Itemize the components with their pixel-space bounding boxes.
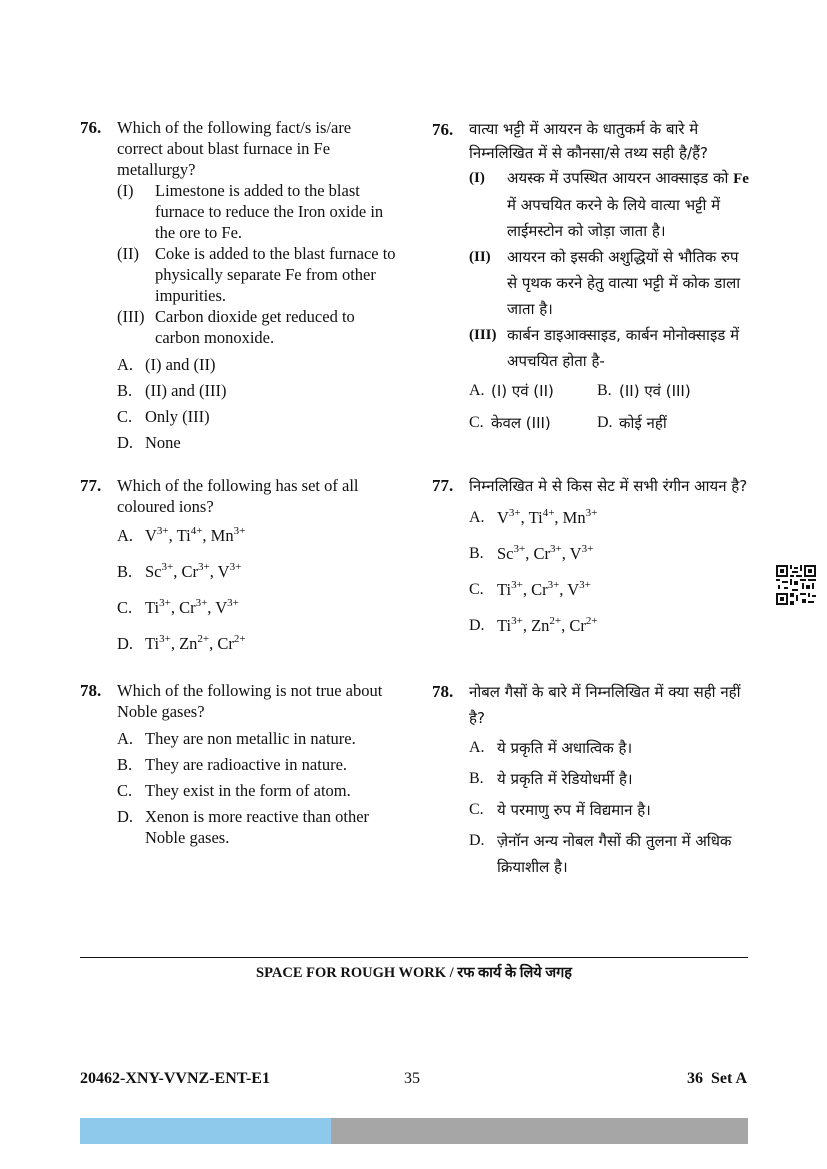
option-text: They exist in the form of atom. <box>145 781 351 800</box>
statement-label: (II) <box>117 244 139 263</box>
ion-set: $Ti^{3+}$, $Cr^{3+}$, $V^{3+}$ <box>145 597 239 617</box>
question-text: नोबल गैसों के बारे में निम्नलिखित में क्या सही नहीं है? <box>469 683 741 727</box>
ion: $Mn^{3+}$ <box>210 525 246 545</box>
option-label: D. <box>597 414 613 431</box>
option-text: Xenon is more reactive than other Noble gases. <box>145 807 370 847</box>
ion: $V^{3+}$ <box>569 543 594 563</box>
statement-ii <box>469 244 752 322</box>
ion: $Ti^{3+}$ <box>497 579 523 599</box>
option-label: C. <box>469 581 484 598</box>
ion-set: $Ti^{3+}$, $Zn^{2+}$, $Cr^{2+}$ <box>145 633 246 653</box>
question-76-hi <box>432 117 752 436</box>
question-text: निम्नलिखित मे से किस सेट में सभी रंगीन आयन है? <box>469 477 748 495</box>
page-number: 35 <box>404 1070 420 1087</box>
option-text: (II) and (III) <box>145 381 227 400</box>
ion: $Cr^{3+}$ <box>181 561 210 581</box>
option-a[interactable] <box>117 728 400 749</box>
ion: $Mn^{3+}$ <box>562 507 598 527</box>
option-label: C. <box>469 801 484 818</box>
ion: $Cr^{3+}$ <box>533 543 562 563</box>
option-a[interactable] <box>117 525 400 561</box>
ion: $Sc^{3+}$ <box>497 543 526 563</box>
statement-text: आयरन को इसकी अशुद्धियों से भौतिक रुप से पृथक करने हेतु वात्या भट्टी में कोक डाला जाता है। <box>507 248 741 318</box>
statement-text: Carbon dioxide get reduced to carbon monoxide. <box>155 307 355 347</box>
question-number: 76. <box>80 118 102 137</box>
option-label: C. <box>469 414 484 431</box>
statement-text: अयस्क में उपस्थित आयरन आक्साइड को Fe में अपचयित करने के लिये वात्या भट्टी में लाईमस्टोन को जोड़ा जाता है। <box>507 169 749 240</box>
option-c[interactable] <box>469 797 752 823</box>
option-c[interactable] <box>469 577 752 613</box>
statement-text: Limestone is added to the blast furnace to reduce the Iron oxide in the ore to Fe. <box>155 181 384 242</box>
option-label: C. <box>117 598 133 617</box>
paper-code: 20462-XNY-VVNZ-ENT-E1 <box>80 1070 270 1087</box>
option-label: A. <box>117 355 134 374</box>
statement-text: Coke is added to the blast furnace to physically separate Fe from other impurities. <box>155 244 396 305</box>
qr-code-icon <box>776 565 816 605</box>
ion-set: $Ti^{3+}$, $Cr^{3+}$, $V^{3+}$ <box>497 579 591 599</box>
ion: $Cr^{3+}$ <box>531 579 560 599</box>
ion: $Zn^{2+}$ <box>179 633 210 653</box>
statement-label: (I) <box>117 181 134 200</box>
ion: $Ti^{4+}$ <box>528 507 555 527</box>
rough-work-label: SPACE FOR ROUGH WORK / रफ कार्य के लिये जगह <box>256 965 572 981</box>
option-a[interactable] <box>117 354 400 375</box>
option-text: (I) एवं (II) <box>491 382 554 400</box>
question-text: वात्या भट्टी में आयरन के धातुकर्म के बारे मे निम्नलिखित में से कौनसा/से तथ्य सही है/हैं? <box>469 120 708 162</box>
statement-i <box>117 180 400 243</box>
option-d[interactable] <box>117 432 400 453</box>
statement-iii <box>469 322 752 374</box>
option-row-cd <box>469 410 752 436</box>
option-b[interactable] <box>469 541 752 577</box>
option-d[interactable] <box>469 828 752 880</box>
set-label: 36 Set A <box>687 1070 747 1087</box>
statement-iii <box>117 306 400 348</box>
option-b[interactable] <box>117 561 400 597</box>
option-b[interactable] <box>597 378 725 404</box>
option-d[interactable] <box>117 806 400 848</box>
question-number: 78. <box>80 681 102 700</box>
option-d[interactable] <box>117 633 400 669</box>
option-a[interactable] <box>469 735 752 761</box>
statement-label: (III) <box>469 327 497 343</box>
option-b[interactable] <box>117 380 400 401</box>
ion-set: $Sc^{3+}$, $Cr^{3+}$, $V^{3+}$ <box>497 543 594 563</box>
option-c[interactable] <box>117 597 400 633</box>
option-text: कोई नहीं <box>619 414 667 432</box>
option-label: B. <box>117 755 133 774</box>
option-text: They are non metallic in nature. <box>145 729 356 748</box>
option-d[interactable] <box>597 410 725 436</box>
option-c[interactable] <box>469 410 597 436</box>
option-label: B. <box>597 382 612 399</box>
option-label: D. <box>117 433 134 452</box>
option-text: ये प्रकृति में रेडियोधर्मी है। <box>497 770 633 788</box>
question-number: 77. <box>80 476 102 495</box>
question-78-en <box>80 680 400 848</box>
statement-ii <box>117 243 400 306</box>
option-text: ये प्रकृति में अधात्विक है। <box>497 739 633 757</box>
option-a[interactable] <box>469 505 752 541</box>
option-text: केवल (III) <box>491 414 551 432</box>
ion: $Sc^{3+}$ <box>145 561 174 581</box>
option-text: (I) and (II) <box>145 355 216 374</box>
statement-label: (II) <box>469 249 491 265</box>
option-label: D. <box>469 832 485 849</box>
ion: $V^{3+}$ <box>217 561 242 581</box>
statement-label: (III) <box>117 307 145 326</box>
footer-bar-blue <box>80 1118 331 1144</box>
question-text: Which of the following has set of all coloured ions? <box>117 476 359 516</box>
option-label: B. <box>117 562 133 581</box>
option-label: A. <box>469 739 485 756</box>
question-number: 76. <box>432 120 454 139</box>
option-label: C. <box>117 407 133 426</box>
ion-set: $Sc^{3+}$, $Cr^{3+}$, $V^{3+}$ <box>145 561 242 581</box>
ion: $Cr^{3+}$ <box>179 597 208 617</box>
option-label: B. <box>469 545 484 562</box>
option-label: C. <box>117 781 133 800</box>
ion: $V^{3+}$ <box>567 579 591 599</box>
question-77-en <box>80 475 400 669</box>
option-c[interactable] <box>117 780 400 801</box>
option-d[interactable] <box>469 613 752 649</box>
statement-i <box>469 165 752 244</box>
footer-bar-gray <box>331 1118 748 1144</box>
ion-set: $V^{3+}$, $Ti^{4+}$, $Mn^{3+}$ <box>497 507 598 527</box>
ion-set: $Ti^{3+}$, $Zn^{2+}$, $Cr^{2+}$ <box>497 615 598 635</box>
rough-work-divider <box>80 957 748 958</box>
question-78-hi <box>432 679 752 880</box>
question-number: 77. <box>432 476 454 495</box>
option-label: B. <box>117 381 133 400</box>
ion: $Ti^{3+}$ <box>145 633 171 653</box>
ion: $Cr^{2+}$ <box>569 615 598 635</box>
ion: $V^{3+}$ <box>145 525 169 545</box>
option-text: ये परमाणु रुप में विद्यमान है। <box>497 801 651 819</box>
option-text: They are radioactive in nature. <box>145 755 348 774</box>
ion: $Ti^{4+}$ <box>176 525 203 545</box>
option-text: None <box>145 433 181 452</box>
ion: $Cr^{2+}$ <box>217 633 246 653</box>
option-label: D. <box>117 807 134 826</box>
option-b[interactable] <box>117 754 400 775</box>
ion: $V^{3+}$ <box>497 507 521 527</box>
option-a[interactable] <box>469 378 597 404</box>
ion: $V^{3+}$ <box>215 597 239 617</box>
option-text: Only (III) <box>145 407 210 426</box>
ion-set: $V^{3+}$, $Ti^{4+}$, $Mn^{3+}$ <box>145 525 246 545</box>
ion: $Ti^{3+}$ <box>145 597 171 617</box>
option-label: A. <box>117 526 134 545</box>
option-label: A. <box>469 382 485 399</box>
option-label: D. <box>117 634 134 653</box>
question-76-en <box>80 117 400 453</box>
option-label: D. <box>469 617 485 634</box>
question-77-hi <box>432 473 752 649</box>
option-text: (II) एवं (III) <box>619 382 691 400</box>
option-text: ज़ेनॉन अन्य नोबल गैसों की तुलना में अधिक क्रियाशील है। <box>497 832 732 876</box>
option-b[interactable] <box>469 766 752 792</box>
question-number: 78. <box>432 682 454 701</box>
question-text: Which of the following fact/s is/are correct about blast furnace in Fe metallurgy? <box>117 118 352 179</box>
statement-label: (I) <box>469 170 485 186</box>
ion: $Ti^{3+}$ <box>497 615 523 635</box>
option-row-ab <box>469 378 752 404</box>
statement-text: कार्बन डाइआक्साइड, कार्बन मोनोक्साइड में अपचयित होता है- <box>507 326 740 370</box>
option-c[interactable] <box>117 406 400 427</box>
option-label: A. <box>469 509 485 526</box>
option-label: A. <box>117 729 134 748</box>
question-text: Which of the following is not true about Noble gases? <box>117 681 383 721</box>
ion: $Zn^{2+}$ <box>531 615 562 635</box>
option-label: B. <box>469 770 484 787</box>
